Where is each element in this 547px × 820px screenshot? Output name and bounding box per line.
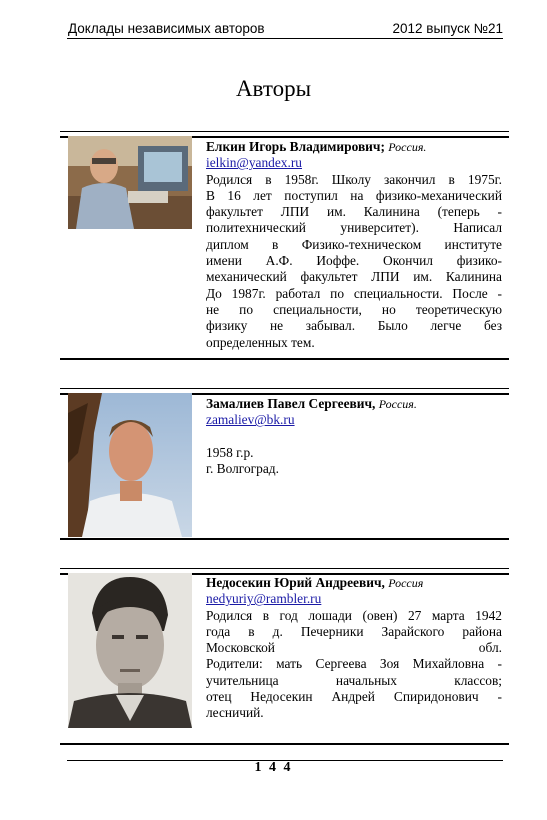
author-3-photo xyxy=(68,573,192,728)
author-3-bio xyxy=(206,575,502,722)
author-1-name: Елкин Игорь Владимирович; xyxy=(206,139,385,154)
author-3-name: Недосекин Юрий Андреевич, xyxy=(206,575,385,590)
author-2-heading xyxy=(206,396,502,412)
author-2-name: Замалиев Павел Сергеевич, xyxy=(206,396,376,411)
author-3-bottom-rule xyxy=(60,743,509,745)
author-3-country: Россия xyxy=(388,576,424,590)
bio-line: В 16 лет поступил на физико-механический xyxy=(206,187,502,203)
bio-line: механический факультет ЛПИ им. Калинина xyxy=(206,269,502,285)
author-1-bio xyxy=(206,139,502,351)
author-2-photo xyxy=(68,393,192,537)
header-divider xyxy=(67,38,503,39)
author-1-photo xyxy=(68,136,192,229)
bio-line: Родился в 1958г. Школу закончил в 1975г. xyxy=(206,171,502,187)
author-1-country: Россия. xyxy=(388,140,427,154)
author-2-email-link[interactable]: zamaliev@bk.ru xyxy=(206,412,295,428)
author-2-bottom-rule xyxy=(60,538,509,540)
bio-line: физику не забывал. Было легче без xyxy=(206,318,502,334)
bio-line: г. Волгоград. xyxy=(206,460,279,476)
bio-line: Московской обл. xyxy=(206,640,502,656)
page-number: 1 4 4 xyxy=(254,760,293,775)
bio-line: определенных тем. xyxy=(206,334,315,350)
page-title: Авторы xyxy=(235,76,312,101)
bio-line: лесничий. xyxy=(206,705,264,721)
author-1-bottom-rule xyxy=(60,358,509,360)
author-1-heading xyxy=(206,139,502,155)
bio-line: факультет ЛПИ им. Калинина (теперь - xyxy=(206,204,502,220)
author-1-email-link[interactable]: ielkin@yandex.ru xyxy=(206,155,302,171)
bio-line: года в д. Печерники Зарайского района xyxy=(206,623,502,639)
running-header-issue: 2012 выпуск №21 xyxy=(392,21,503,36)
bio-line: Родители: мать Сергеева Зоя Михайловна - xyxy=(206,656,502,672)
author-3-email-link[interactable]: nedyuriy@rambler.ru xyxy=(206,591,322,607)
bio-line: имени А.Ф. Иоффе. Окончил физико- xyxy=(206,253,502,269)
author-2-country: Россия. xyxy=(378,397,417,411)
bio-line: не по специальности, но теоретическую xyxy=(206,301,502,317)
bio-line: политехнический университет). Написал xyxy=(206,220,502,236)
bio-line: 1958 г.р. xyxy=(206,444,254,460)
bio-line: отец Недосекин Андрей Спиридонович - xyxy=(206,689,502,705)
bio-line: Родился в год лошади (овен) 27 марта 1942 xyxy=(206,607,502,623)
bio-line: учительница начальных классов; xyxy=(206,672,502,688)
spacer xyxy=(206,429,502,445)
bio-line: До 1987г. работал по специальности. После - xyxy=(206,285,502,301)
author-2-bio xyxy=(206,396,502,477)
author-3-heading xyxy=(206,575,502,591)
bio-line: диплом в Физико-техническом институте xyxy=(206,236,502,252)
running-header-title: Доклады независимых авторов xyxy=(68,21,265,36)
